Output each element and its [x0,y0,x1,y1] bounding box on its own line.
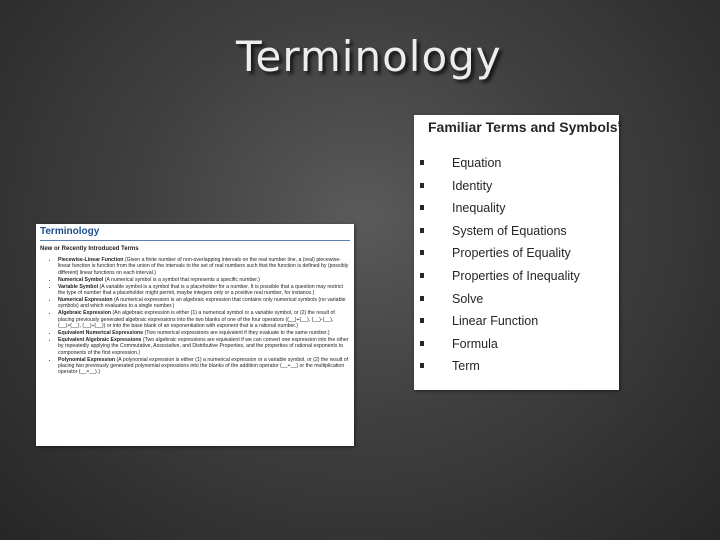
document-subheading: New or Recently Introduced Terms [40,246,139,252]
terminology-document-image [36,224,354,446]
document-heading [428,119,622,135]
list-item-label: Term [452,359,480,374]
term-name: Equivalent Numerical Expressions [58,329,144,336]
term-definition: (A numerical expression is an algebraic expression that contains only numerical symbols (no variable symbols) and which evaluates to a single number.) [58,296,346,310]
term-item [58,297,350,310]
square-bullet-icon [420,363,424,368]
term-name: Numerical Symbol [58,276,104,283]
list-item-label: Linear Function [452,314,539,329]
square-bullet-icon [420,160,424,165]
term-definition: (A polynomial expression is either (1) a numerical expression or a variable symbol, or (2) the result of placing two previously generated polynomial expressions into the blanks of the addition operator (__+__) or the multiplication operator (__×__).) [58,356,349,376]
list-item-label: Formula [452,336,498,351]
term-definition: (An algebraic expression is either (1) a numerical symbol or a variable symbol, or (2) the result of placing previously generated algebraic expressions into the two blanks of one of the four operators ((__)+(__), (__)-(__), (__)×(__), (__)÷(__)) or into the base blank of an exponentiation with exponent that is a rational number.) [58,310,335,330]
term-definition: (A numerical symbol is a symbol that represents a specific number.) [104,276,260,283]
terms-list [40,257,350,376]
heading-divider [40,240,350,241]
familiar-terms-document-image [414,115,622,390]
heading-text: Familiar Terms and Symbols [428,119,618,135]
term-name: Numerical Expression [58,296,113,303]
list-item-label: System of Equations [452,223,567,238]
term-item [58,257,350,276]
term-definition: (Two algebraic expressions are equivalent if we can convert one expression into the other by repeatedly applying the Commutative, Associative, and Distributive Properties, and the properties of rational exponents to components of the first expression.) [58,336,349,356]
list-item-label: Identity [452,178,493,193]
list-item [452,310,580,333]
square-bullet-icon [420,318,424,323]
term-definition: (A variable symbol is a symbol that is a placeholder for a number. It is possible that a question may restrict the type of number that a placeholder might permit, maybe integers only or a positive real number, for instance.) [58,283,343,297]
footnote-marker: 5 [617,121,622,129]
list-item [452,175,580,198]
square-bullet-icon [420,228,424,233]
term-name: Equivalent Algebraic Expressions [58,336,142,343]
list-item [452,288,580,311]
term-name: Polynomial Expression [58,356,116,363]
square-bullet-icon [420,273,424,278]
square-bullet-icon [420,250,424,255]
list-item-label: Equation [452,156,502,170]
term-item [58,284,350,297]
term-name: Variable Symbol [58,283,99,290]
list-item [452,197,580,220]
list-item-label: Properties of Equality [452,246,571,261]
list-item-label: Inequality [452,201,506,216]
term-name: Algebraic Expression [58,310,112,317]
square-bullet-icon [420,296,424,301]
term-item [58,337,350,356]
term-item [58,330,350,336]
square-bullet-icon [420,341,424,346]
document-heading: Terminology [40,226,100,237]
familiar-terms-list [452,152,580,378]
list-item [452,265,580,288]
square-bullet-icon [420,205,424,210]
list-item-label: Solve [452,291,484,306]
list-item [452,242,580,265]
square-bullet-icon [420,183,424,188]
term-item [58,277,350,283]
term-definition: (Given a finite number of non-overlapping intervals on the real number line, a (real) piecewise-linear function is function from the union of the intervals to the set of real numbers such that the function is defined by (possibly different) linear functions on each interval.) [58,257,349,276]
term-name: Piecewise-Linear Function [58,257,124,263]
list-item [452,333,580,356]
term-item [58,357,350,376]
list-item [452,152,580,175]
list-item-label: Properties of Inequality [452,268,580,283]
term-definition: (Two numerical expressions are equivalent if they evaluate to the same number.) [144,329,330,336]
list-item [452,355,580,378]
list-item [452,220,580,243]
term-item [58,310,350,329]
slide-title: Terminology [236,32,502,81]
